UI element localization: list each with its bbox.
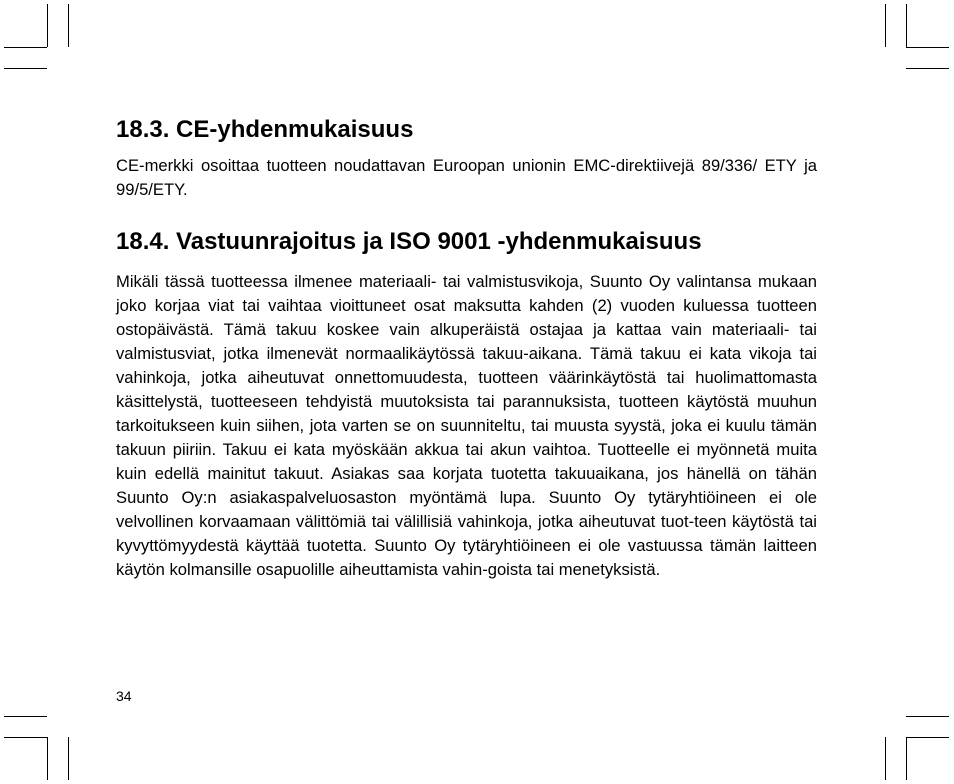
section-heading-ce: 18.3. CE-yhdenmukaisuus — [116, 116, 414, 143]
crop-mark-bottom-left — [4, 716, 47, 717]
crop-mark-top-right — [906, 68, 949, 69]
crop-mark-bottom-left — [47, 737, 48, 780]
crop-mark-top-left — [4, 68, 47, 69]
crop-mark-top-left — [47, 4, 48, 47]
crop-mark-bottom-left — [68, 737, 69, 780]
page-number: 34 — [116, 688, 132, 704]
section-paragraph-warranty: Mikäli tässä tuotteessa ilmenee materiaali- tai valmistusvikoja, Suunto Oy valintansa mukaan joko korjaa viat tai vaihtaa vioittuneet osat maksutta kahden (2) vuoden kuluessa tuotteen ostopäivästä. Tämä takuu koskee vain alkuperäistä ostajaa ja kattaa vain materiaali- tai valmistusviat, jotka ilmenevät normaalikäytössä takuu-aikana. Tämä takuu ei kata vikoja tai vahinkoja, jotka aiheutuvat onnettomuudesta, tuotteen väärinkäytöstä tai huolimattomasta käsittelystä, tuotteeseen tehdyistä muutoksista tai parannuksista, tuotteen käytöstä muuhun tarkoitukseen kuin siihen, jota varten se on suunniteltu, tai muusta syystä, joka ei kuulu tämän takuun piiriin. Takuu ei kata myöskään akkua tai akun vaihtoa. Tuotteelle ei myönnetä muita kuin edellä mainitut takuut. Asiakas saa korjata tuotetta takuuaikana, jos hänellä on tähän Suunto Oy:n asiakaspalveluosaston myöntämä lupa. Suunto Oy tytäryhtiöineen ei ole velvollinen korvaamaan välittömiä tai välillisiä vahinkoja, jotka aiheutuvat tuot-teen käytöstä tai kyvyttömyydestä käyttää tuotetta. Suunto Oy tytäryhtiöineen ei ole vastuussa tämän laitteen käytön kolmansille osapuolille aiheuttamista vahin-goista tai menetyksistä. — [116, 272, 817, 579]
section-paragraph-ce: CE-merkki osoittaa tuotteen noudattavan Euroopan unionin EMC-direktiivejä 89/336/ ETY ja 99/5/ETY. — [116, 156, 817, 199]
crop-mark-bottom-right — [906, 716, 949, 717]
section-heading-warranty: 18.4. Vastuunrajoitus ja ISO 9001 -yhdenmukaisuus — [116, 228, 702, 255]
crop-mark-bottom-right — [906, 737, 907, 780]
crop-mark-top-right — [906, 4, 907, 47]
crop-mark-top-left — [68, 4, 69, 47]
crop-mark-top-left — [4, 47, 47, 48]
crop-mark-bottom-right — [906, 737, 949, 738]
crop-mark-bottom-right — [885, 737, 886, 780]
crop-mark-top-right — [906, 47, 949, 48]
page-content — [116, 114, 817, 582]
crop-mark-top-right — [885, 4, 886, 47]
crop-mark-bottom-left — [4, 737, 47, 738]
